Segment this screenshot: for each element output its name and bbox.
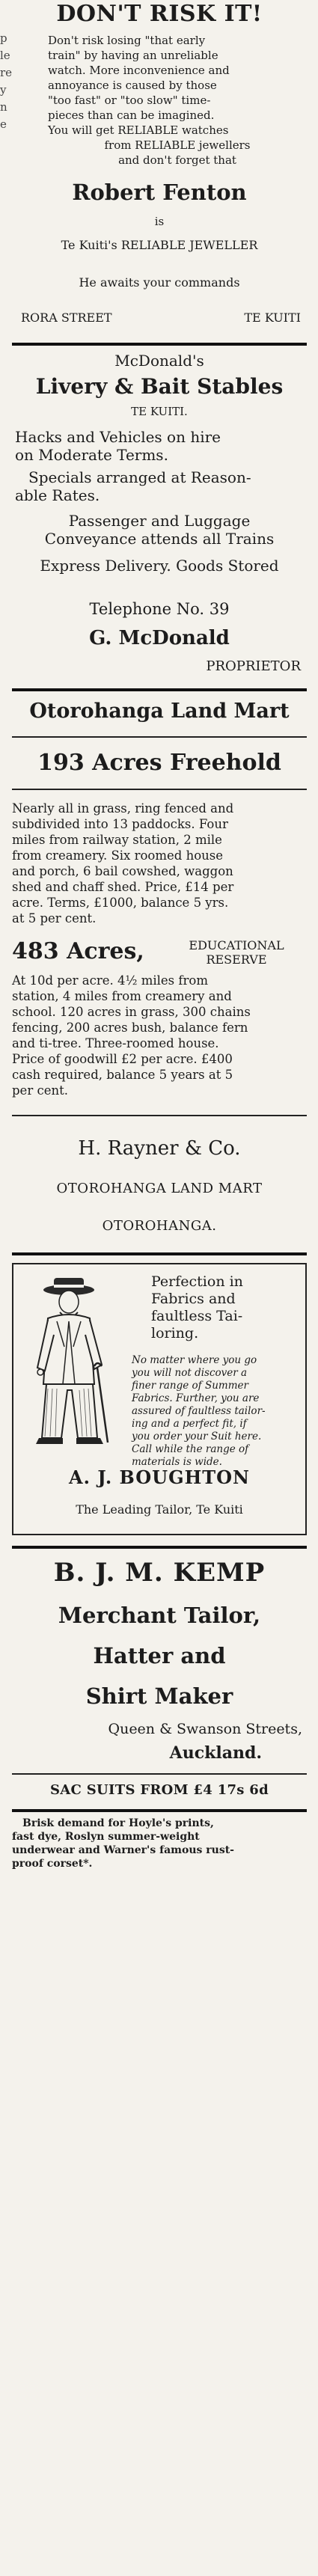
fenton-body [48, 33, 307, 168]
listing1-line: acre. Terms, £1000, balance 5 yrs. [12, 896, 229, 910]
landmart-agent: H. Rayner & Co. [78, 1137, 241, 1160]
footer-line: Brisk demand for Hoyle's prints, [22, 1817, 214, 1829]
fenton-body-line: train" by having an unreliable [48, 49, 218, 62]
fenton-street: RORA STREET [21, 310, 112, 325]
fenton-body-line: pieces than can be imagined. [48, 108, 215, 122]
listing1-line: subdivided into 13 paddocks. Four [12, 817, 228, 831]
mcdonald-telephone: Telephone No. 39 [89, 600, 230, 618]
boughton-name: A. J. BOUGHTON [69, 1466, 250, 1488]
divider [12, 343, 307, 346]
listing2-line: cash required, balance 5 years at 5 [12, 1068, 233, 1082]
mcdonald-line: Express Delivery. Goods Stored [40, 557, 279, 575]
boughton-body-line: ing and a perfect fit, if [132, 1418, 247, 1430]
divider [12, 789, 307, 790]
mcdonald-name: G. McDonald [89, 627, 230, 649]
mcdonald-town: TE KUITI. [131, 405, 188, 418]
kemp-line: Shirt Maker [85, 1683, 233, 1709]
fenton-body-line: watch. More inconvenience and [48, 64, 230, 77]
listing2-line: and ti-tree. Three-roomed house. [12, 1036, 219, 1050]
tailor-figure-illustration [19, 1272, 118, 1448]
boughton-body [132, 1354, 301, 1469]
kemp-line: Merchant Tailor, [58, 1603, 261, 1628]
footer-line: underwear and Warner's famous rust- [12, 1844, 234, 1856]
boughton-tagline: The Leading Tailor, Te Kuiti [76, 1502, 243, 1517]
listing2-line: fencing, 200 acres bush, balance fern [12, 1021, 248, 1035]
listing1-line: shed and chaff shed. Price, £14 per [12, 880, 234, 894]
mcdonald-line: Specials arranged at Reason- [28, 468, 251, 486]
listing2-line: Price of goodwill £2 per acre. £400 [12, 1052, 233, 1066]
mcdonald-line: Passenger and Luggage [68, 512, 251, 530]
listing2-line: At 10d per acre. 4½ miles from [12, 973, 208, 988]
boughton-body-line: No matter where you go [132, 1354, 257, 1366]
mcdonald-owner: McDonald's [114, 352, 204, 370]
mcdonald-role: PROPRIETOR [206, 658, 301, 674]
kemp-address: Queen & Swanson Streets, [108, 1721, 302, 1737]
fenton-name: Robert Fenton [72, 180, 247, 205]
mcdonald-services [12, 428, 307, 575]
edge-fragment: re [0, 66, 13, 79]
edge-fragment: le [0, 49, 10, 62]
listing2-line: per cent. [12, 1083, 68, 1098]
fenton-title: Te Kuiti's RELIABLE JEWELLER [61, 238, 258, 252]
mcdonald-line: Conveyance attends all Trains [44, 530, 275, 548]
mcdonald-line: able Rates. [15, 486, 100, 504]
landmart-agent-town: OTOROHANGA. [102, 1218, 217, 1234]
mcdonald-line: Hacks and Vehicles on hire [15, 428, 221, 446]
fenton-body-line: and don't forget that [118, 153, 236, 167]
listing2-tag-line: RESERVE [206, 952, 267, 967]
listing1-title: 193 Acres Freehold [37, 750, 281, 776]
mcdonald-line: on Moderate Terms. [15, 446, 168, 464]
boughton-body-line: finer range of Summer [132, 1380, 248, 1392]
fenton-tagline: He awaits your commands [79, 275, 240, 290]
divider [12, 1546, 307, 1549]
boughton-body-line: you will not discover a [132, 1367, 248, 1379]
fenton-body-line: "too fast" or "too slow" time- [48, 94, 211, 107]
listing2-line: station, 4 miles from creamery and [12, 989, 232, 1003]
listing1-line: miles from railway station, 2 mile [12, 833, 222, 847]
boughton-body-line: materials is wide. [132, 1456, 222, 1468]
boughton-headline-line: loring. [151, 1325, 199, 1341]
edge-fragment: y [0, 83, 7, 97]
footer-notice [12, 1817, 307, 1870]
boughton-headline-line: Fabrics and [151, 1291, 236, 1307]
listing1-line: Nearly all in grass, ring fenced and [12, 801, 234, 816]
fenton-body-line: from RELIABLE jewellers [104, 138, 251, 152]
kemp-offer: SAC SUITS FROM £4 17s 6d [49, 1782, 269, 1798]
listing1-line: at 5 per cent. [12, 911, 97, 926]
divider [12, 736, 307, 738]
boughton-headline-line: Perfection in [151, 1273, 243, 1290]
divider [12, 1773, 307, 1775]
divider [12, 1809, 307, 1812]
edge-fragment: e [0, 117, 7, 131]
newspaper-column [12, 0, 307, 2576]
fenton-body-line: You will get RELIABLE watches [48, 123, 229, 137]
kemp-name: B. J. M. KEMP [53, 1558, 266, 1588]
kemp-city: Auckland. [169, 1743, 262, 1763]
listing2-title: 483 Acres, [12, 938, 144, 964]
divider [12, 1252, 307, 1255]
footer-line: fast dye, Roslyn summer-weight [12, 1831, 200, 1843]
left-edge-fragments [0, 0, 13, 180]
boughton-body-line: Call while the range of [132, 1443, 249, 1455]
boughton-headline-line: faultless Tai- [151, 1308, 243, 1324]
listing1-line: and porch, 6 bail cowshed, waggon [12, 864, 233, 878]
divider [12, 688, 307, 691]
fenton-town: TE KUITI [244, 310, 301, 325]
boughton-body-line: you order your Suit here. [132, 1431, 262, 1443]
listing2-tag-line: EDUCATIONAL [189, 938, 284, 952]
listing2-tag [166, 938, 307, 967]
edge-fragment: n [0, 100, 7, 114]
fenton-body-line: Don't risk losing "that early [48, 34, 206, 47]
listing1-line: from creamery. Six roomed house [12, 848, 223, 863]
listing1-body [12, 801, 307, 926]
edge-fragment: p [0, 31, 7, 45]
listing2-body [12, 973, 307, 1098]
fenton-headline: DON'T RISK IT! [56, 1, 263, 27]
landmart-agent-business: OTOROHANGA LAND MART [56, 1181, 263, 1196]
listing2-line: school. 120 acres in grass, 300 chains [12, 1005, 251, 1019]
divider [12, 1115, 307, 1116]
fenton-body-line: annoyance is caused by those [48, 79, 217, 92]
boughton-body-line: Fabrics. Further, you are [132, 1392, 260, 1404]
boughton-body-line: assured of faultless tailor- [132, 1405, 266, 1417]
boughton-headline [151, 1273, 301, 1342]
footer-line: proof corset*. [12, 1858, 93, 1870]
fenton-connector: is [154, 215, 165, 228]
mcdonald-business: Livery & Bait Stables [35, 374, 284, 399]
landmart-heading: Otorohanga Land Mart [29, 700, 290, 723]
kemp-line: Hatter and [93, 1643, 226, 1668]
